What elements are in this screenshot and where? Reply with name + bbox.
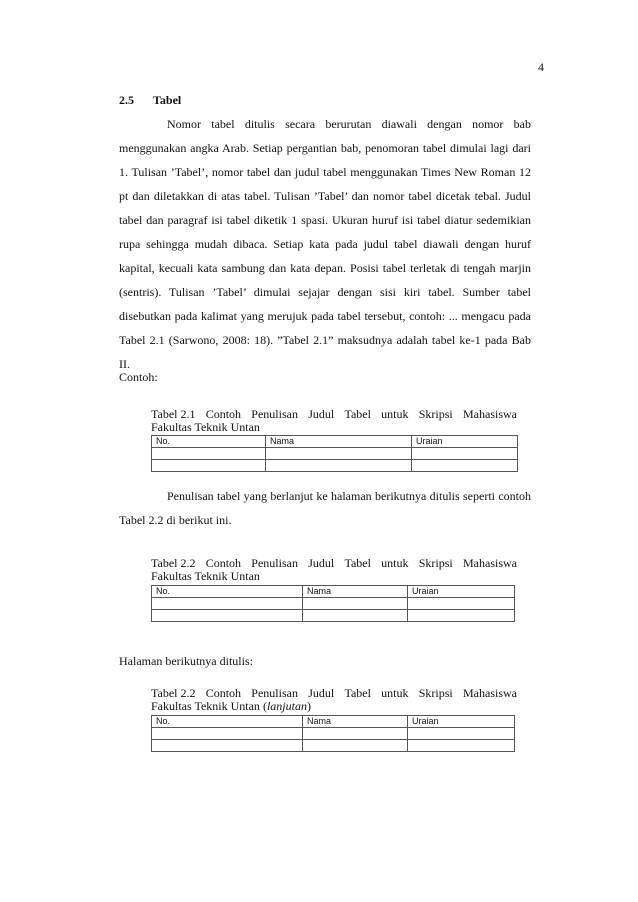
caption-word: Tabel (344, 407, 371, 421)
table-2-1 (151, 435, 518, 472)
caption-word: Judul (308, 407, 335, 421)
caption-word: Skripsi (418, 407, 453, 421)
caption-word: Tabel 2.1 (151, 407, 196, 421)
caption-word: Judul (308, 556, 335, 570)
caption-word: untuk (381, 407, 409, 421)
header-cell-uraian: Uraian (408, 586, 515, 598)
header-cell-no: No. (152, 716, 303, 728)
caption-line-2: Fakultas Teknik Untan (151, 569, 260, 583)
caption-word: untuk (381, 686, 409, 700)
section-title: Tabel (153, 93, 182, 107)
page-number: 4 (538, 60, 544, 74)
caption-word: Penulisan (251, 556, 298, 570)
table-header-row (152, 586, 515, 598)
table-caption-2-1 (151, 408, 517, 434)
paragraph-text: Penulisan tabel yang berlanjut ke halaman berikutnya ditulis seperti contoh Tabel 2.2 di berikut ini. (119, 489, 531, 527)
table-row (152, 610, 515, 622)
caption-word: Skripsi (418, 556, 453, 570)
paragraph-lanjutan (119, 484, 531, 532)
caption-word: Skripsi (418, 686, 453, 700)
header-cell-uraian: Uraian (412, 436, 518, 448)
caption-lanjutan: lanjutan (266, 699, 307, 713)
table-row (152, 598, 515, 610)
table-row (152, 448, 518, 460)
table-2-2 (151, 585, 515, 622)
section-number: 2.5 (119, 93, 134, 107)
section-heading (119, 93, 181, 108)
halaman-label: Halaman berikutnya ditulis: (119, 654, 253, 668)
header-cell-uraian: Uraian (408, 716, 515, 728)
caption-word: Tabel 2.2 (151, 686, 196, 700)
table-2-2-lanjutan (151, 715, 515, 752)
paragraph-text: Nomor tabel ditulis secara berurutan diawali dengan nomor bab menggunakan angka Arab. Setiap pergantian bab, penomoran tabel dimulai lagi dari 1. Tulisan ’Tabel’, nomor tabel dan judul tabel menggunakan Times New Roman 12 pt dan diletakkan di atas tabel. Tulisan ’Tabel’ dan nomor tabel dicetak tebal. Judul tabel dan paragraf isi tabel diketik 1 spasi. Ukuran huruf isi tabel diatur sedemikian rupa sehingga mudah dibaca. Setiap kata pada judul tabel diawali dengan huruf kapital, kecuali kata sambung dan kata depan. Posisi tabel terletak di tengah marjin (sentris). Tulisan ’Tabel’ dimulai sejajar dengan sisi kiri tabel. Sumber tabel disebutkan pada kalimat yang merujuk pada tabel tersebut, contoh: ... mengacu pada Tabel 2.1 (Sarwono, 2008: 18). ”Tabel 2.1” maksudnya adalah tabel ke-1 pada Bab II. (119, 117, 531, 371)
caption-word: Contoh (205, 407, 242, 421)
table-row (152, 740, 515, 752)
table-row (152, 728, 515, 740)
table-header-row (152, 716, 515, 728)
header-cell-no: No. (152, 436, 266, 448)
caption-word: Mahasiswa (463, 556, 517, 570)
table-row (152, 460, 518, 472)
caption-word: untuk (381, 556, 409, 570)
caption-word: Tabel (344, 686, 371, 700)
caption-word: Mahasiswa (463, 686, 517, 700)
caption-word: Penulisan (251, 686, 298, 700)
table-caption-2-2 (151, 557, 517, 583)
header-cell-no: No. (152, 586, 303, 598)
caption-line-2-text: Fakultas Teknik Untan (151, 699, 260, 713)
table-header-row (152, 436, 518, 448)
caption-word: Penulisan (251, 407, 298, 421)
header-cell-nama: Nama (303, 716, 408, 728)
paragraph-tabel-rules (119, 112, 531, 376)
header-cell-nama: Nama (266, 436, 412, 448)
table-caption-2-2-lanjutan (151, 687, 517, 713)
caption-word: Judul (308, 686, 335, 700)
caption-word: Mahasiswa (463, 407, 517, 421)
contoh-label: Contoh: (119, 370, 158, 384)
caption-line-2: Fakultas Teknik Untan (151, 420, 260, 434)
caption-line-2: Fakultas Teknik Untan (lanjutan) (151, 699, 311, 713)
header-cell-nama: Nama (303, 586, 408, 598)
caption-word: Contoh (205, 686, 242, 700)
caption-word: Tabel (344, 556, 371, 570)
caption-word: Tabel 2.2 (151, 556, 196, 570)
caption-word: Contoh (205, 556, 242, 570)
